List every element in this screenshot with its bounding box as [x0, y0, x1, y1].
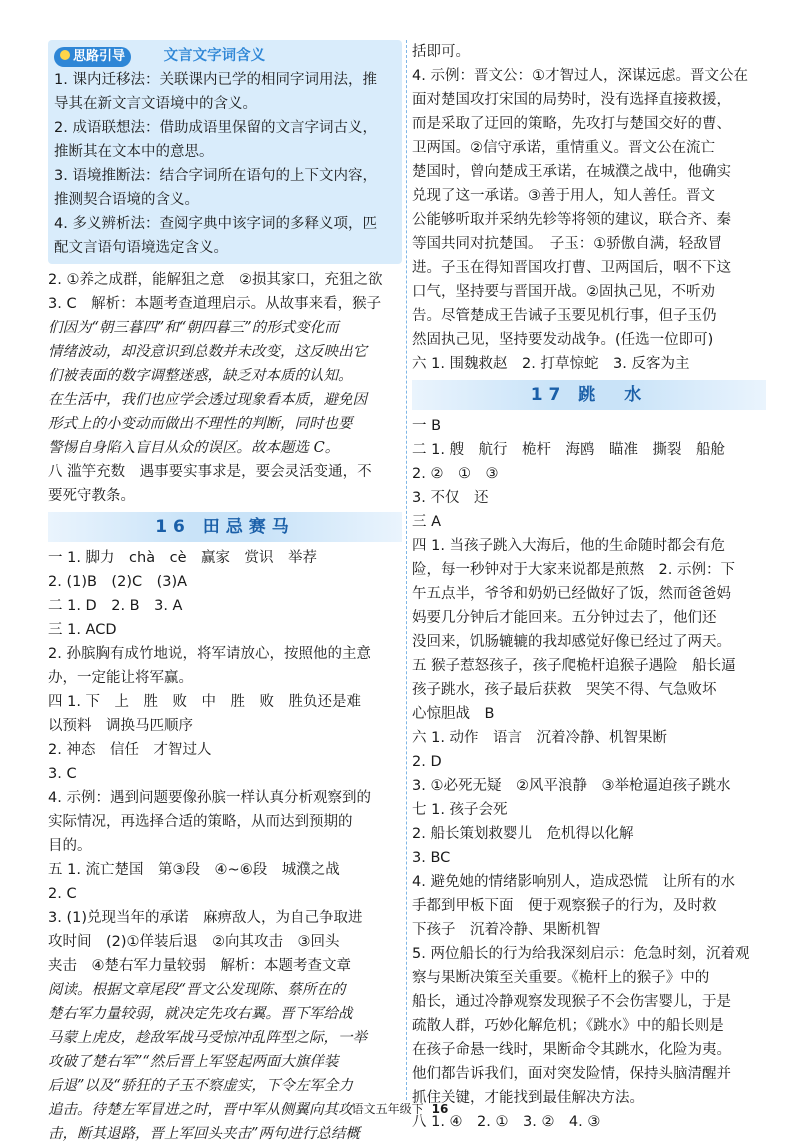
- answer-line: 括即可。: [412, 44, 470, 60]
- answer-line: 口气，坚持要与晋国开战。②固执己见，不听劝: [412, 284, 715, 300]
- answer-line: 没回来，饥肠辘辘的我却感觉好像已经过了两天。: [412, 634, 731, 650]
- answer-line: 手都到甲板下面 便于观察猴子的行为，及时救: [412, 898, 717, 914]
- answer-line: 4. 示例：遇到问题要像孙膑一样认真分析观察到的: [48, 790, 371, 806]
- answer-line: 2. (1)B (2)C (3)A: [48, 574, 188, 590]
- column-divider: [406, 40, 407, 1100]
- page-number: 16: [431, 1102, 449, 1116]
- answer-line: 告。尽管楚成王告诫子玉要见机行事，但子玉仍: [412, 308, 717, 324]
- answer-line: 二 1. D 2. B 3. A: [48, 598, 183, 614]
- left-column: [48, 40, 402, 1146]
- tip-line: 4. 多义辨析法：查阅字典中该字词的多释义项，匹: [54, 216, 377, 232]
- answer-line: 在孩子命悬一线时，果断命令其跳水，化险为夷。: [412, 1042, 731, 1058]
- answer-line: 3. ①必死无疑 ②风平浪静 ③举枪逼迫孩子跳水: [412, 778, 731, 794]
- footer-label: 语文五年级下: [351, 1102, 424, 1116]
- analysis-line: 击，断其退路，晋上军回头夹击”两句进行总结概: [48, 1126, 360, 1142]
- lesson-16-title: 16 田忌赛马: [48, 512, 402, 542]
- answer-line: 4. 示例：晋文公：①才智过人，深谋远虑。晋文公在: [412, 68, 748, 84]
- answer-line: 四 1. 下 上 胜 败 中 胜 败 胜负还是难: [48, 694, 362, 710]
- answer-line: 妈要几分钟后才能回来。五分钟过去了，他们还: [412, 610, 717, 626]
- answer-line: 2. ①养之成群，能解狙之意 ②损其家口，充狙之欲: [48, 272, 383, 288]
- answer-line: 2. D: [412, 754, 442, 770]
- answer-line: 进。子玉在得知晋国攻打曹、卫两国后，咽不下这: [412, 260, 731, 276]
- answer-line: 察与果断决策至关重要。《桅杆上的猴子》中的: [412, 970, 710, 986]
- answer-line: 以预料 调换马匹顺序: [48, 718, 193, 734]
- answer-line: 2. ② ① ③: [412, 466, 499, 482]
- answer-line: 攻时间 (2)①佯装后退 ②向其攻击 ③回头: [48, 934, 340, 950]
- analysis-line: 马蒙上虎皮，趁敌军战马受惊冲乱阵型之际，一举: [48, 1030, 367, 1046]
- tip-box: [48, 40, 402, 264]
- answer-line: 一 1. 脚力 chà cè 赢家 赏识 举荐: [48, 550, 317, 566]
- analysis-line: 攻破了楚右军”“然后晋上军竖起两面大旗佯装: [48, 1054, 339, 1070]
- answer-line: 六 1. 围魏救赵 2. 打草惊蛇 3. 反客为主: [412, 356, 690, 372]
- tip-line: 推断其在文本中的意思。: [54, 144, 214, 160]
- answer-line: 2. C: [48, 886, 77, 902]
- answer-line: 3. C: [48, 766, 77, 782]
- analysis-line: 们被表面的数字调整迷惑，缺乏对本质的认知。: [48, 368, 353, 384]
- answer-line: 办，一定能让将军赢。: [48, 670, 193, 686]
- answer-line: 险，每一秒钟对于大家来说都是煎熬 2. 示例：下: [412, 562, 735, 578]
- answer-line: 3. BC: [412, 850, 451, 866]
- answer-line: 而是采取了迂回的策略，先攻打与楚国交好的曹、: [412, 116, 731, 132]
- tip-tag-label: 思路引导: [73, 49, 126, 64]
- answer-line: 下孩子 沉着冷静、果断机智: [412, 922, 601, 938]
- tip-line: 推测契合语境的含义。: [54, 192, 199, 208]
- answer-line: 实际情况，再选择合适的策略，从而达到预期的: [48, 814, 353, 830]
- right-column: [412, 40, 766, 1134]
- answer-line: 等国共同对抗楚国。 子玉：①骄傲自满，轻敌冒: [412, 236, 723, 252]
- answer-line: 2. 孙膑胸有成竹地说，将军请放心，按照他的主意: [48, 646, 371, 662]
- answer-line: 目的。: [48, 838, 92, 854]
- answer-line: 三 1. ACD: [48, 622, 117, 638]
- answer-line: 2. 神态 信任 才智过人: [48, 742, 212, 758]
- answer-line: 兑现了这一承诺。③善于用人，知人善任。晋文: [412, 188, 715, 204]
- answer-line: 3. C 解析：本题考查道理启示。从故事来看，猴子: [48, 296, 382, 312]
- tip-line: 导其在新文言文语境中的含义。: [54, 96, 257, 112]
- answer-line: 夹击 ④楚右军力量较弱 解析：本题考查文章: [48, 958, 351, 974]
- analysis-line: 警惕自身陷入盲目从众的误区。故本题选 C。: [48, 440, 340, 456]
- answer-line: 要死守教条。: [48, 488, 135, 504]
- analysis-line: 追击。待楚左军冒进之时，晋中军从侧翼向其攻: [48, 1102, 353, 1118]
- lightbulb-icon: [60, 50, 70, 60]
- answer-line: 疏散人群，巧妙化解危机；《跳水》中的船长则是: [412, 1018, 724, 1034]
- answer-line: 心惊胆战 B: [412, 706, 495, 722]
- lesson-17-title: 17 跳 水: [412, 380, 766, 410]
- tip-line: 配文言语句语境选定含义。: [54, 240, 228, 256]
- answer-line: 二 1. 艘 航行 桅杆 海鸥 瞄准 撕裂 船舱: [412, 442, 726, 458]
- answer-line: 六 1. 动作 语言 沉着冷静、机智果断: [412, 730, 668, 746]
- analysis-line: 后退”以及“骄狂的子玉不察虚实，下令左军全力: [48, 1078, 353, 1094]
- analysis-line: 情绪波动，却没意识到总数并未改变，这反映出它: [48, 344, 367, 360]
- answer-line: 船长，通过冷静观察发现猴子不会伤害婴儿，于是: [412, 994, 731, 1010]
- answer-line: 4. 避免她的情绪影响别人，造成恐慌 让所有的水: [412, 874, 735, 890]
- answer-line: 3. 不仅 还: [412, 490, 489, 506]
- page-footer: [0, 1100, 800, 1117]
- analysis-line: 楚右军力量较弱，就决定先攻右翼。晋下军给战: [48, 1006, 353, 1022]
- answer-line: 七 1. 孩子会死: [412, 802, 508, 818]
- answer-line: 卫两国。②信守承诺，重情重义。晋文公在流亡: [412, 140, 715, 156]
- answer-line: 抓住关键，才能找到最佳解决方法。: [412, 1090, 644, 1106]
- answer-line: 八 滥竽充数 遇事要实事求是，要会灵活变通，不: [48, 464, 372, 480]
- answer-line: 3. (1)兑现当年的承诺 麻痹敌人，为自己争取进: [48, 910, 363, 926]
- analysis-line: 形式上的小变动而做出不理性的判断，同时也要: [48, 416, 353, 432]
- analysis-line: 们因为“朝三暮四”和“朝四暮三”的形式变化而: [48, 320, 339, 336]
- analysis-line: 阅读。根据文章尾段“晋文公发现陈、蔡所在的: [48, 982, 346, 998]
- tip-title: 文言文字词含义: [163, 48, 266, 64]
- tip-tag: [54, 47, 131, 67]
- answer-line: 一 B: [412, 418, 442, 434]
- answer-line: 三 A: [412, 514, 442, 530]
- answer-line: 八 1. ④ 2. ① 3. ② 4. ③: [412, 1114, 601, 1130]
- answer-line: 五 猴子惹怒孩子，孩子爬桅杆追猴子遇险 船长逼: [412, 658, 736, 674]
- answer-line: 公能够听取并采纳先轸等将领的建议，联合齐、秦: [412, 212, 731, 228]
- answer-line: 四 1. 当孩子跳入大海后，他的生命随时都会有危: [412, 538, 726, 554]
- answer-line: 孩子跳水，孩子最后获救 哭笑不得、气急败坏: [412, 682, 717, 698]
- answer-line: 2. 船长策划救婴儿 危机得以化解: [412, 826, 634, 842]
- answer-line: 然固执己见，坚持要发动战争。(任选一位即可): [412, 332, 714, 348]
- tip-line: 2. 成语联想法：借助成语里保留的文言字词古义，: [54, 120, 377, 136]
- answer-line: 他们都告诉我们，面对突发险情，保持头脑清醒并: [412, 1066, 731, 1082]
- answer-line: 午五点半，爷爷和奶奶已经做好了饭，然而爸爸妈: [412, 586, 731, 602]
- answer-line: 5. 两位船长的行为给我深刻启示：危急时刻，沉着观: [412, 946, 750, 962]
- answer-line: 面对楚国攻打宋国的局势时，没有选择直接救援，: [412, 92, 731, 108]
- tip-line: 3. 语境推断法：结合字词所在语句的上下文内容，: [54, 168, 377, 184]
- tip-header: [54, 44, 396, 68]
- tip-line: 1. 课内迁移法：关联课内已学的相同字词用法，推: [54, 72, 377, 88]
- analysis-line: 在生活中，我们也应学会透过现象看本质，避免因: [48, 392, 367, 408]
- answer-line: 楚国时，曾向楚成王承诺，在城濮之战中，他确实: [412, 164, 731, 180]
- answer-line: 五 1. 流亡楚国 第③段 ④~⑥段 城濮之战: [48, 862, 340, 878]
